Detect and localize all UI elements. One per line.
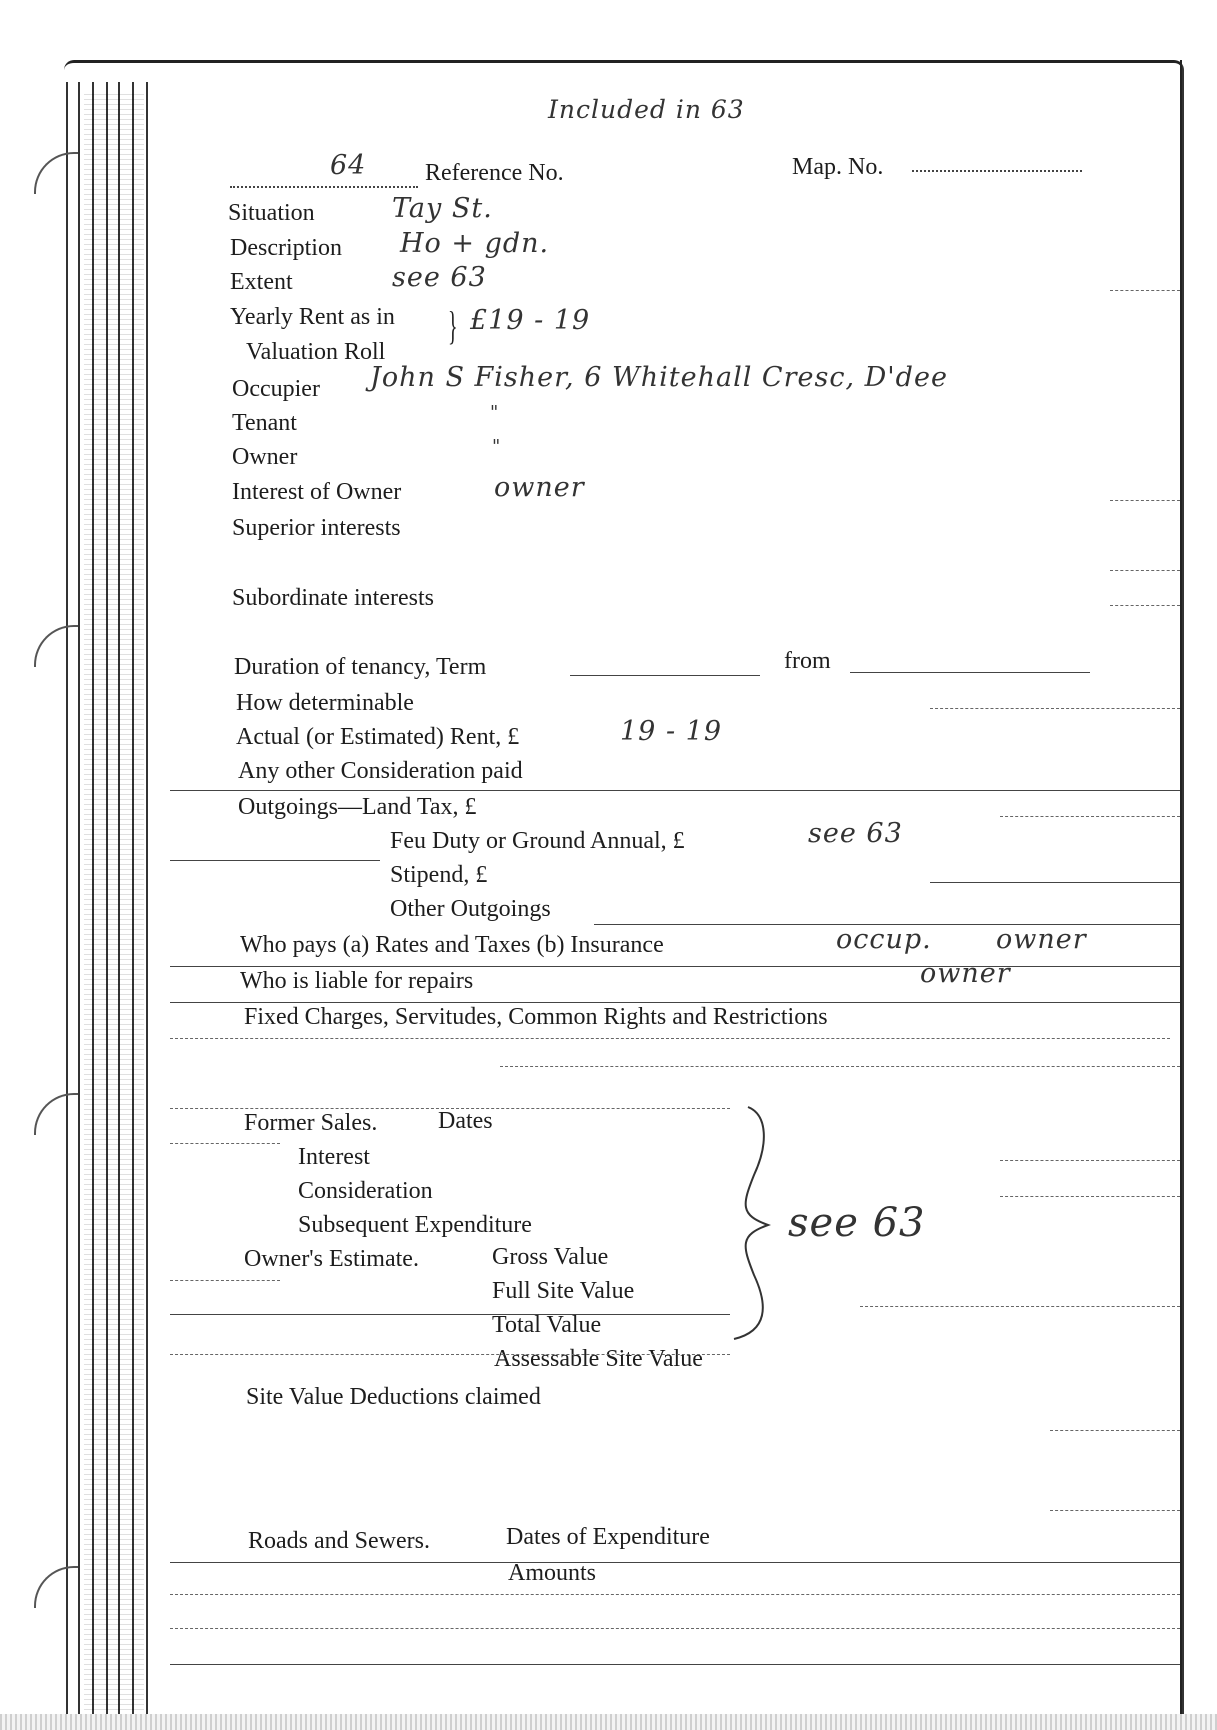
ruling-dash	[170, 1280, 280, 1281]
other-outgoings-label: Other Outgoings	[390, 896, 551, 922]
actual-rent-value: 19 - 19	[620, 716, 723, 747]
interest-label: Interest	[298, 1144, 370, 1170]
map-label: Map. No.	[792, 154, 884, 180]
total-value-label: Total Value	[492, 1312, 602, 1338]
from-rule	[850, 672, 1090, 673]
rent-brace: }	[448, 303, 458, 348]
duration-label: Duration of tenancy, Term	[234, 654, 487, 680]
reference-label: Reference No.	[425, 160, 564, 186]
interest-of-owner-value: owner	[494, 472, 585, 503]
who-liable-value: owner	[920, 958, 1011, 989]
tenant-label: Tenant	[232, 410, 297, 436]
valuation-roll-label: Valuation Roll	[246, 339, 386, 365]
page-stack-edge	[66, 82, 68, 1722]
roads-rule	[170, 1562, 1180, 1563]
punch-hole	[34, 1093, 78, 1135]
site-value-deductions-label: Site Value Deductions claimed	[246, 1384, 541, 1410]
feu-duty-label: Feu Duty or Ground Annual, £	[390, 828, 685, 854]
feu-duty-value: see 63	[808, 818, 903, 849]
yearly-rent-value: £19 - 19	[470, 305, 591, 336]
page-stack-edge	[78, 82, 80, 1722]
roads-line	[170, 1628, 1180, 1629]
ruling-dash	[170, 1143, 280, 1144]
superior-interests-label: Superior interests	[232, 515, 401, 541]
section-rule	[170, 790, 1180, 791]
punch-hole	[34, 152, 78, 194]
owners-estimate-label: Owner's Estimate.	[244, 1246, 419, 1272]
amounts-label: Amounts	[508, 1560, 597, 1586]
ruling-dash	[1110, 570, 1180, 571]
former-sales-value: see 63	[788, 1200, 926, 1246]
estimate-line	[860, 1306, 1180, 1307]
stipend-label: Stipend, £	[390, 862, 488, 888]
who-pays-rule	[170, 966, 1180, 967]
punch-hole	[34, 625, 78, 667]
assessable-site-value-label: Assessable Site Value	[494, 1346, 703, 1372]
ruling-dash	[170, 1354, 730, 1355]
curly-brace	[728, 1105, 788, 1341]
ruling-dash	[930, 708, 1180, 709]
ruling-dash	[1110, 290, 1180, 291]
dates-of-expenditure-label: Dates of Expenditure	[506, 1524, 710, 1550]
stipend-rule	[930, 882, 1180, 883]
gross-value-label: Gross Value	[492, 1244, 609, 1270]
sales-line	[170, 1108, 730, 1109]
other-consideration-label: Any other Consideration paid	[238, 758, 523, 784]
occupier-value: John S Fisher, 6 Whitehall Cresc, D'dee	[370, 362, 948, 393]
situation-value: Tay St.	[392, 193, 493, 224]
consideration-label: Consideration	[298, 1178, 433, 1204]
yearly-rent-label: Yearly Rent as in	[230, 304, 395, 330]
right-page-edge	[1180, 60, 1182, 1715]
description-label: Description	[230, 235, 342, 261]
actual-rent-label: Actual (or Estimated) Rent, £	[236, 724, 520, 750]
who-liable-label: Who is liable for repairs	[240, 968, 474, 994]
reference-number: 64	[330, 150, 367, 181]
occupier-label: Occupier	[232, 376, 320, 402]
binding-hatch	[84, 90, 144, 1710]
ruling-dash	[1110, 605, 1180, 606]
how-determinable-label: How determinable	[236, 690, 414, 716]
roads-line	[170, 1594, 1180, 1595]
dates-label: Dates	[438, 1108, 493, 1134]
punch-hole	[34, 1566, 78, 1608]
land-tax-label: Outgoings—Land Tax, £	[238, 794, 477, 820]
ruling-dash	[1050, 1510, 1180, 1511]
who-pays-label: Who pays (a) Rates and Taxes (b) Insurance	[240, 932, 664, 958]
ruling-dash	[1000, 1160, 1180, 1161]
description-value: Ho + gdn.	[400, 228, 550, 259]
former-sales-label: Former Sales.	[244, 1110, 378, 1136]
owner-value: "	[492, 436, 502, 457]
fixed-charges-line	[500, 1066, 1180, 1067]
subsequent-expenditure-label: Subsequent Expenditure	[298, 1212, 532, 1238]
who-pays-rates-value: occup.	[836, 924, 932, 955]
scan-edge	[0, 1714, 1217, 1730]
roads-rule-bottom	[170, 1664, 1180, 1665]
duration-rule	[570, 675, 760, 676]
map-dots	[912, 170, 1082, 172]
subordinate-interests-label: Subordinate interests	[232, 585, 434, 611]
feu-rule	[170, 860, 380, 861]
estimate-rule	[170, 1314, 730, 1315]
fixed-charges-line	[170, 1038, 1170, 1039]
tenant-value: "	[490, 402, 500, 423]
ruling-dash	[1000, 1196, 1180, 1197]
reference-dots	[230, 186, 418, 188]
who-pays-insurance-value: owner	[996, 924, 1087, 955]
extent-label: Extent	[230, 269, 293, 295]
interest-of-owner-label: Interest of Owner	[232, 479, 402, 505]
full-site-value-label: Full Site Value	[492, 1278, 635, 1304]
owner-label: Owner	[232, 444, 298, 470]
page-stack-edge	[146, 82, 148, 1722]
ruling-dash	[1110, 500, 1180, 501]
extent-value: see 63	[392, 262, 487, 293]
ruling-dash	[1050, 1430, 1180, 1431]
who-liable-rule	[170, 1002, 1180, 1003]
ruling-dash	[1000, 816, 1180, 817]
situation-label: Situation	[228, 200, 315, 226]
from-label: from	[784, 648, 831, 674]
roads-sewers-label: Roads and Sewers.	[248, 1528, 430, 1554]
header-note: Included in 63	[548, 95, 745, 124]
fixed-charges-label: Fixed Charges, Servitudes, Common Rights and Restrictions	[244, 1004, 828, 1030]
